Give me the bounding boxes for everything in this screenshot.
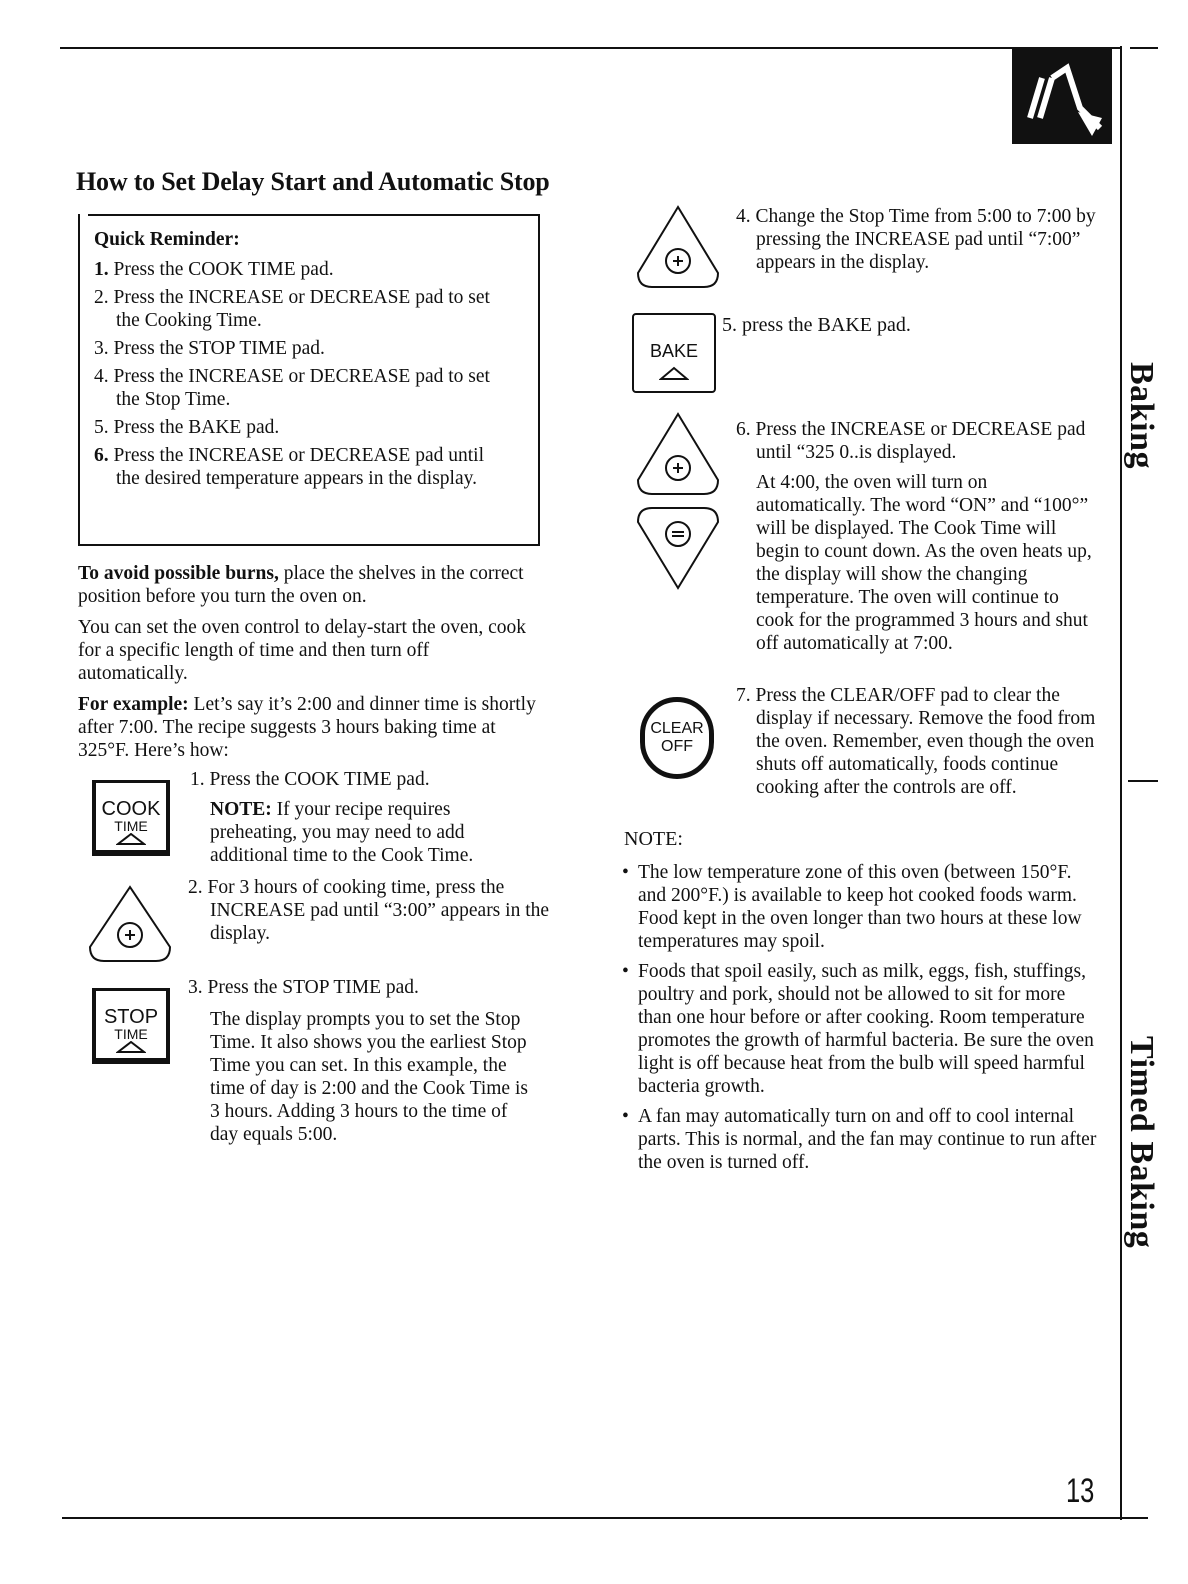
side-tab-baking: Baking	[1123, 362, 1160, 469]
reminder-step: 3. Press the STOP TIME pad.	[94, 338, 325, 359]
right-step-5: 5. press the BAKE pad.	[722, 314, 911, 336]
stop-pad-line1: STOP	[103, 1006, 159, 1028]
page-number: 13	[1066, 1472, 1095, 1510]
top-rule	[60, 47, 1120, 49]
note-item: • A fan may automatically turn on and off to cool internal parts. This is normal, and the fan may continue to run after the oven is turned off.	[622, 1106, 1097, 1173]
page-title: How to Set Delay Start and Automatic Stop	[76, 167, 550, 196]
tab-divider	[1128, 780, 1158, 782]
right-step-4: 4. Change the Stop Time from 5:00 to 7:00 by pressing the INCREASE pad until “7:00” appears in the display.	[736, 206, 1096, 273]
quick-reminder-heading: Quick Reminder:	[94, 229, 240, 250]
right-step-6: 6. Press the INCREASE or DECREASE pad until “325 0..is displayed.	[736, 419, 1086, 463]
cook-pad-line1: COOK	[101, 798, 161, 820]
reminder-step: 2. Press the INCREASE or DECREASE pad to set the Cooking Time.	[94, 287, 490, 331]
right-step-6-detail: At 4:00, the oven will turn on automatically. The word “ON” and “100°” will be displayed. The Cook Time will begin to count down. As the oven heats up, the display will show the changing temperature. The oven will continue to cook for the programmed 3 hours and shut off automatically at 7:00.	[756, 472, 1092, 654]
left-step-3-detail: The display prompts you to set the Stop Time. It also shows you the earliest Stop Time you can set. In this example, the time of day is 2:00 and the Cook Time is 3 hours. Adding 3 hours to the time of day equals 5:00.	[210, 1009, 528, 1145]
side-tab-timed-baking: Timed Baking	[1123, 1036, 1160, 1249]
clear-off-pad-icon	[640, 697, 714, 779]
burns-paragraph: To avoid possible burns, place the shelves in the correct position before you turn the oven on.	[78, 563, 524, 607]
reminder-step: 4. Press the INCREASE or DECREASE pad to set the Stop Time.	[94, 366, 490, 410]
left-step-3: 3. Press the STOP TIME pad.	[188, 977, 419, 998]
bake-pad-label: BAKE	[649, 341, 699, 361]
bake-pad-icon	[632, 313, 716, 393]
cook-time-pad-icon	[92, 780, 170, 856]
left-step-1-note: NOTE: If your recipe requires preheating, you may need to add additional time to the Cook Time.	[210, 799, 474, 866]
example-paragraph: For example: Let’s say it’s 2:00 and dinner time is shortly after 7:00. The recipe suggests 3 hours baking time at 325°F. Here’s how:	[78, 694, 536, 761]
increase-pad-icon	[636, 412, 720, 498]
cook-pad-line2: TIME	[114, 818, 148, 834]
clear-pad-line1: CLEAR	[650, 720, 704, 737]
delay-paragraph: You can set the oven control to delay-start the oven, cook for a specific length of time and then turn off automatically.	[78, 617, 527, 684]
stop-time-pad-icon	[92, 988, 170, 1064]
decrease-pad-icon	[636, 504, 720, 590]
note-list	[622, 861, 1100, 1181]
quick-reminder-steps	[94, 258, 494, 495]
note-item: • Foods that spoil easily, such as milk, eggs, fish, stuffings, poultry and pork, should not be allowed to sit for more than one hour before or after cooking. Room temperature promotes the growth of harmful bacteria. Be sure the oven light is off because heat from the bulb will speed harmful bacteria growth.	[622, 961, 1094, 1097]
reminder-step: 6. Press the INCREASE or DECREASE pad until the desired temperature appears in the display.	[94, 445, 484, 489]
quick-reminder-box	[78, 214, 540, 546]
reminder-step: 5. Press the BAKE pad.	[94, 417, 280, 438]
bottom-rule	[62, 1517, 1148, 1519]
clear-pad-line2: OFF	[661, 738, 693, 755]
increase-pad-icon	[88, 885, 172, 965]
triangle-icon	[116, 833, 146, 845]
note-item: • The low temperature zone of this oven (between 150°F. and 200°F.) is available to keep hot cooked foods warm. Food kept in the oven longer than two hours at these low temperatures may spoil.	[622, 862, 1082, 952]
top-right-dash	[1130, 47, 1158, 49]
increase-pad-icon	[636, 205, 720, 291]
reminder-step: 1. Press the COOK TIME pad.	[94, 259, 334, 280]
left-step-1: 1. Press the COOK TIME pad.	[190, 769, 430, 790]
triangle-icon	[659, 366, 689, 380]
stop-pad-line2: TIME	[114, 1026, 148, 1042]
left-step-2: 2. For 3 hours of cooking time, press the INCREASE pad until “3:00” appears in the display.	[188, 877, 550, 944]
note-heading: NOTE:	[624, 828, 683, 850]
oven-logo-icon	[1012, 48, 1112, 144]
right-step-7: 7. Press the CLEAR/OFF pad to clear the display if necessary. Remove the food from the oven. Remember, even though the oven shuts off automatically, foods continue cooking after the controls are off.	[736, 685, 1096, 798]
triangle-icon	[116, 1041, 146, 1053]
